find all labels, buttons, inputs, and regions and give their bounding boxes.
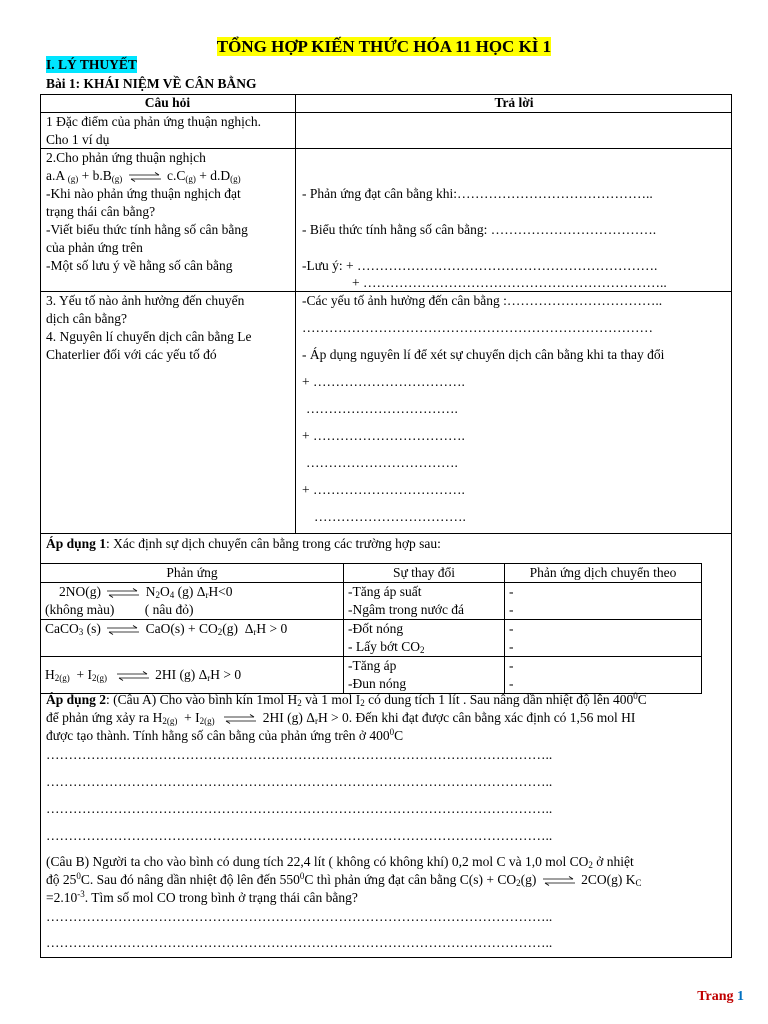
equilibrium-arrow-icon: [540, 876, 578, 886]
document-title: TỔNG HỢP KIẾN THỨC HÓA 11 HỌC KÌ 1: [216, 37, 552, 56]
column-header-answer: Trả lời: [494, 95, 534, 110]
equilibrium-arrow-icon: [104, 625, 142, 635]
reaction-3: $H_{2(g)} + I_{2(g)}$ 2HI (g) $\Delta_rH > 0$: [41, 657, 344, 694]
answer-line: …………………………………………………………………………………………………..: [46, 801, 553, 816]
apply-1-table: Phản ứng Sự thay đổi Phản ứng dịch chuyển theo 2NO(g) $N_2O_4$ (g) $\Delta_rH<0$ (không màu) ( nâu đỏ) -Tăng áp suất -Ngâm trong nước đá - - CaCO$_3$ (s) $CaO(s) + CO_2(g) \Delta_rH > 0$ -Đốt nóng - Lấy bớt $CO_2$ - - $H_{2(g)} + I_{2(g)}$ 2HI (g) $\Delta_rH > 0$ -Tăng áp -Đun nóng - -: [40, 563, 702, 694]
reaction-1: 2NO(g) $N_2O_4$ (g) $\Delta_rH<0$ (không màu) ( nâu đỏ): [41, 583, 344, 620]
apply-2-part-a: Áp dụng 2: (Câu A) Cho vào bình kín 1mol $H_2$ và 1 mol $I_2$ có dung tích 1 lít . Sau nâng dần nhiệt độ lên $400^0C$ để phản ứng xảy ra $H_{2(g)} + I_{2(g)}$ 2HI (g) $\Delta_rH > 0$. Đến khi đạt được cân bằng xác định có 1,56 mol HI được tạo thành. Tính hằng số cân bằng của phản ứng trên ở $400^0C$: [46, 691, 647, 743]
answer-factors: -Các yếu tố ảnh hưởng đến cân bằng :……………………………..: [302, 293, 663, 308]
question-1: 1 Đặc điểm của phản ứng thuận nghịch. Cho 1 ví dụ: [46, 114, 262, 147]
answer-line: …………………………………………………………………………………………………..: [46, 774, 553, 789]
answer-plus-1: + …………………………….: [302, 374, 465, 389]
apply-1-heading: Áp dụng 1: Xác định sự dịch chuyển cân bằng trong các trường hợp sau:: [46, 536, 441, 551]
equilibrium-arrow-icon: [126, 172, 164, 182]
reaction-2: CaCO$_3$ (s) $CaO(s) + CO_2(g) \Delta_rH > 0$: [41, 620, 344, 657]
answer-plus-3: + …………………………….: [302, 482, 465, 497]
answer-line: …………………………………………………………………………………………………..: [46, 935, 553, 950]
answer-dots-1: …………………………….: [306, 401, 458, 416]
page-number: Trang 1: [697, 989, 744, 1004]
reaction-equation: a.A $_{(g)} + b.B_{(g)}$ $c.C_{(g)} + d.D_{(g)}$: [46, 168, 241, 184]
answer-apply: - Áp dụng nguyên lí để xét sự chuyển dịch cân bằng khi ta thay đổi: [302, 347, 665, 362]
answer-plus-2: + …………………………….: [302, 428, 465, 443]
equilibrium-arrow-icon: [221, 714, 259, 724]
answer-note-2: + …………………………………………………………..: [352, 275, 667, 290]
answer-line: …………………………………………………………………………………………………..: [46, 828, 553, 843]
apply-2-part-b: (Câu B) Người ta cho vào bình có dung tích 22,4 lít ( không có không khí) 0,2 mol C và 1,0 mol $CO_2$ ở nhiệt độ $25^0C$. Sau đó nâng dần nhiệt độ lên đến $550^0C$ thì phản ứng đạt cân bằng $C(s) + CO_2(g)$ 2CO(g) $K_C$ $=2.10^{-3}$. Tìm số mol CO trong bình ở trạng thái cân bằng?: [46, 854, 642, 905]
header-change: Sự thay đổi: [344, 564, 505, 583]
answer-line: …………………………………………………………………………………………………..: [46, 909, 553, 924]
header-reaction: Phản ứng: [41, 564, 344, 583]
answer-equilibrium-when: - Phản ứng đạt cân bằng khi:……………………………………..: [302, 186, 653, 201]
answer-line: …………………………………………………………………………………………………..: [46, 747, 553, 762]
answer-expression: - Biểu thức tính hằng số cân bằng: ……………………………….: [302, 222, 657, 237]
answer-note-1: -Lưu ý: + ………………………………………………………….: [302, 258, 658, 273]
question-3-4: 3. Yếu tố nào ảnh hưởng đến chuyển dịch cân bằng? 4. Nguyên lí chuyển dịch cân bằng Le Chaterlier đối với các yếu tố đó: [46, 293, 252, 362]
answer-dots-2: …………………………….: [306, 455, 458, 470]
equilibrium-arrow-icon: [104, 588, 142, 598]
equilibrium-arrow-icon: [114, 671, 152, 681]
column-header-question: Câu hỏi: [144, 95, 191, 110]
section-heading: I. LÝ THUYẾT: [46, 57, 137, 72]
answer-dots-3: …………………………….: [314, 509, 466, 524]
answer-dots: ……………………………………………………………………: [302, 320, 653, 335]
header-shift: Phản ứng dịch chuyển theo: [505, 564, 702, 583]
question-2: 2.Cho phản ứng thuận nghịch a.A $_{(g)} + b.B_{(g)}$ $c.C_{(g)} + d.D_{(g)}$ -Khi nào phản ứng thuận nghịch đạt trạng thái cân bằng? -Viết biểu thức tính hằng số cân bằng của phản ứng trên -Một số lưu ý về hằng số cân bằng: [46, 149, 290, 275]
lesson-heading: Bài 1: KHÁI NIỆM VỀ CÂN BẰNG: [46, 76, 257, 91]
